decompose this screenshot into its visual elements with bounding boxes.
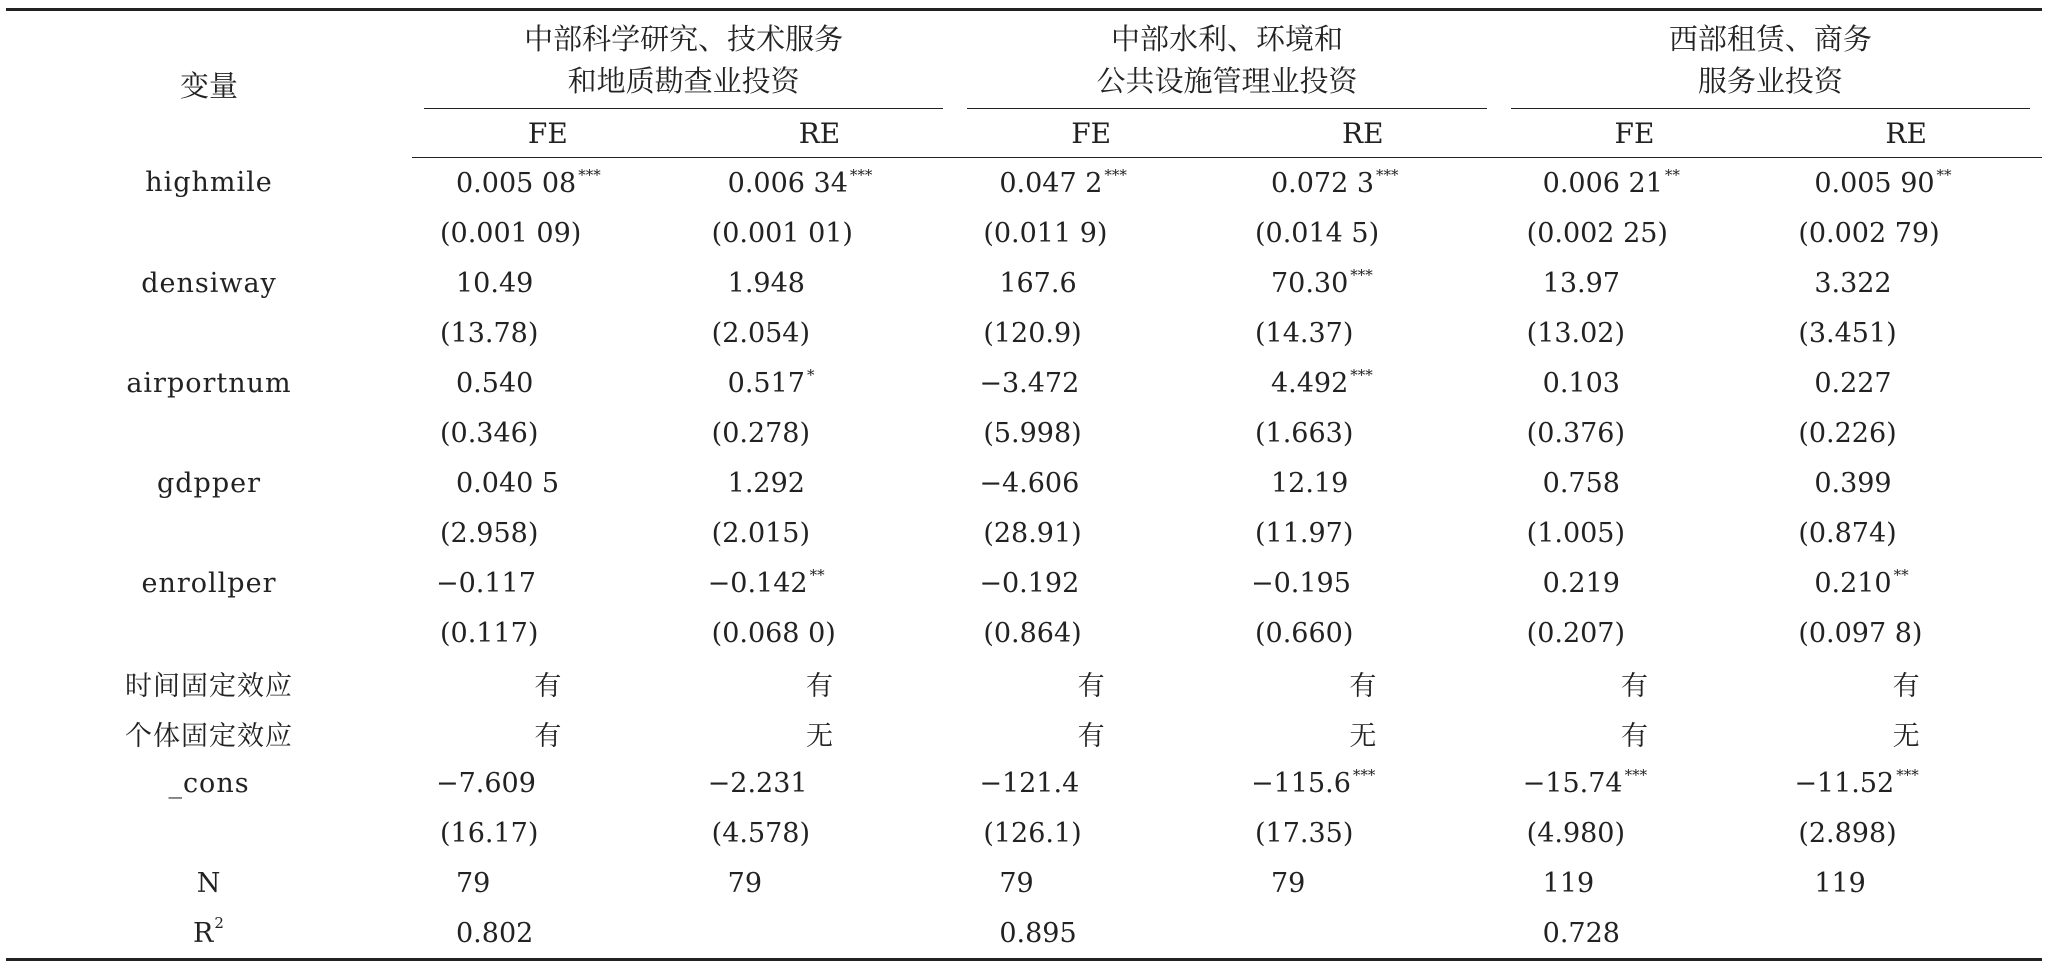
subheader-re: RE xyxy=(1770,109,2042,158)
cell-value: (0.001 01) xyxy=(711,217,853,249)
table-cell xyxy=(1499,208,1771,258)
variable-name-text: _cons xyxy=(168,767,250,799)
table-cell xyxy=(1227,658,1499,708)
cell-value: (0.002 79) xyxy=(1798,217,1940,249)
table-cell xyxy=(955,558,1227,608)
significance-stars: *** xyxy=(849,165,873,184)
cell-value: 无 xyxy=(1349,720,1377,752)
table-cell xyxy=(1227,458,1499,508)
cell-value: 13.97 xyxy=(1542,267,1620,299)
cell-value: 有 xyxy=(1620,720,1648,752)
cell-value: (13.78) xyxy=(440,317,539,349)
cell-value: 0.227 xyxy=(1814,367,1892,399)
group-header-1-line1: 中部科学研究、技术服务 xyxy=(524,22,844,56)
cell-value: −0.142 xyxy=(707,567,808,599)
cell-value: (14.37) xyxy=(1254,317,1354,349)
table-cell xyxy=(1227,708,1499,758)
cell-value: 有 xyxy=(1620,670,1648,702)
variable-name-text: gdpper xyxy=(156,467,262,499)
table-row xyxy=(6,308,2042,358)
variable-name-text: airportnum xyxy=(126,367,292,399)
table-cell xyxy=(955,458,1227,508)
table-cell xyxy=(955,308,1227,358)
table-cell xyxy=(1499,508,1771,558)
cell-value: (16.17) xyxy=(440,817,539,849)
significance-stars: *** xyxy=(1104,165,1127,184)
table-cell xyxy=(1499,758,1771,808)
table-cell xyxy=(1499,558,1771,608)
cell-value: (13.02) xyxy=(1526,317,1626,349)
table-cell xyxy=(1770,358,2042,408)
cell-value: (0.002 25) xyxy=(1526,217,1668,249)
table-cell xyxy=(412,308,684,358)
variable-name xyxy=(6,358,412,408)
cell-value: −11.52 xyxy=(1794,767,1895,799)
variable-name xyxy=(6,708,412,758)
cell-value: (126.1) xyxy=(983,817,1082,849)
table-cell xyxy=(955,258,1227,308)
variable-name-text: R xyxy=(193,917,215,949)
table-cell xyxy=(412,508,684,558)
cell-value: (4.578) xyxy=(711,817,811,849)
cell-value: 0.802 xyxy=(456,917,534,949)
regression-table xyxy=(6,8,2042,961)
significance-stars: ** xyxy=(1893,565,1909,584)
table-cell xyxy=(1770,158,2042,209)
cell-value: (0.226) xyxy=(1798,417,1897,449)
table-cell xyxy=(412,208,684,258)
table-cell xyxy=(1770,408,2042,458)
table-body xyxy=(6,158,2042,960)
table-row xyxy=(6,358,2042,408)
variable-name xyxy=(6,858,412,908)
cell-value: −115.6 xyxy=(1250,767,1351,799)
table-cell xyxy=(684,408,956,458)
variable-name xyxy=(6,258,412,308)
table-cell xyxy=(1770,458,2042,508)
cell-value: (2.015) xyxy=(711,517,811,549)
table-cell xyxy=(955,608,1227,658)
cell-value: 有 xyxy=(1349,670,1377,702)
subheader-re: RE xyxy=(684,109,956,158)
table-row xyxy=(6,508,2042,558)
table-cell xyxy=(412,558,684,608)
table-cell xyxy=(684,658,956,708)
table-cell xyxy=(1227,758,1499,808)
cell-value: (1.005) xyxy=(1526,517,1626,549)
table-cell xyxy=(412,758,684,808)
cell-value: 79 xyxy=(727,867,763,899)
variable-name xyxy=(6,158,412,209)
cell-value: −0.195 xyxy=(1250,567,1351,599)
table-row xyxy=(6,208,2042,258)
variable-name-superscript: 2 xyxy=(214,913,225,932)
table-cell xyxy=(1770,208,2042,258)
cell-value: 0.210 xyxy=(1814,567,1892,599)
cell-value: 0.399 xyxy=(1814,467,1892,499)
table-cell xyxy=(955,858,1227,908)
cell-value: (4.980) xyxy=(1526,817,1626,849)
table-cell xyxy=(412,908,684,960)
cell-value: (0.346) xyxy=(440,417,539,449)
group-header-3-line2: 服务业投资 xyxy=(1697,64,1843,98)
table-cell xyxy=(1499,808,1771,858)
table-cell xyxy=(1227,858,1499,908)
table-cell xyxy=(412,408,684,458)
significance-stars: *** xyxy=(578,165,601,184)
table-cell xyxy=(412,358,684,408)
table-cell xyxy=(955,358,1227,408)
table-cell xyxy=(684,908,956,960)
table-cell xyxy=(1499,658,1771,708)
significance-stars: * xyxy=(806,365,815,384)
table-row xyxy=(6,458,2042,508)
table-cell xyxy=(1770,758,2042,808)
cell-value: 4.492 xyxy=(1270,367,1349,399)
table-cell xyxy=(684,558,956,608)
variable-name xyxy=(6,308,412,358)
cell-value: 70.30 xyxy=(1270,267,1349,299)
table-cell xyxy=(684,258,956,308)
variable-name xyxy=(6,658,412,708)
table-cell xyxy=(1770,858,2042,908)
cell-value: (3.451) xyxy=(1798,317,1897,349)
table-row xyxy=(6,808,2042,858)
table-cell xyxy=(1227,158,1499,209)
cell-value: 119 xyxy=(1542,867,1595,899)
group-header-1-line2: 和地质勘查业投资 xyxy=(567,64,800,98)
cell-value: (0.278) xyxy=(711,417,811,449)
cell-value: (0.376) xyxy=(1526,417,1626,449)
table-cell xyxy=(1770,658,2042,708)
variable-name xyxy=(6,408,412,458)
significance-stars: *** xyxy=(1352,765,1376,784)
table-row xyxy=(6,158,2042,209)
cell-value: 79 xyxy=(999,867,1034,899)
cell-value: (0.874) xyxy=(1798,517,1897,549)
table-cell xyxy=(1227,508,1499,558)
variable-name-text: 时间固定效应 xyxy=(125,670,293,702)
variable-name xyxy=(6,458,412,508)
significance-stars: *** xyxy=(1376,165,1399,184)
table-cell xyxy=(1499,358,1771,408)
cell-value: (2.898) xyxy=(1798,817,1897,849)
cell-value: 0.728 xyxy=(1542,917,1620,949)
cell-value: 0.005 08 xyxy=(456,167,577,199)
table-cell xyxy=(412,458,684,508)
table-row xyxy=(6,908,2042,960)
table-cell xyxy=(1499,608,1771,658)
cell-value: 无 xyxy=(805,720,833,752)
cell-value: 167.6 xyxy=(999,267,1077,299)
table-row xyxy=(6,858,2042,908)
cell-value: 79 xyxy=(456,867,491,899)
variable-name-text: densiway xyxy=(141,267,277,299)
table-cell xyxy=(1227,308,1499,358)
table-cell xyxy=(412,658,684,708)
table-cell xyxy=(1227,208,1499,258)
table-cell xyxy=(684,708,956,758)
cell-value: 0.047 2 xyxy=(999,167,1103,199)
table-cell xyxy=(684,508,956,558)
table-cell xyxy=(955,908,1227,960)
cell-value: 0.072 3 xyxy=(1270,167,1375,199)
table-cell xyxy=(1770,508,2042,558)
significance-stars: *** xyxy=(1896,765,1919,784)
cell-value: (2.958) xyxy=(440,517,539,549)
table-cell xyxy=(684,808,956,858)
table-row xyxy=(6,658,2042,708)
cell-value: 10.49 xyxy=(456,267,534,299)
table-cell xyxy=(955,208,1227,258)
group-header-1 xyxy=(412,10,955,110)
cell-value: −7.609 xyxy=(436,767,536,799)
cell-value: 0.758 xyxy=(1542,467,1620,499)
table-cell xyxy=(1770,808,2042,858)
cell-value: 有 xyxy=(534,720,562,752)
table-cell xyxy=(684,758,956,808)
table-cell xyxy=(1770,608,2042,658)
table-cell xyxy=(1227,908,1499,960)
cell-value: 0.540 xyxy=(456,367,534,399)
significance-stars: ** xyxy=(809,565,825,584)
table-cell xyxy=(684,858,956,908)
table-cell xyxy=(955,508,1227,558)
table-cell xyxy=(1770,558,2042,608)
cell-value: 1.948 xyxy=(727,267,805,299)
cell-value: 79 xyxy=(1270,867,1306,899)
variable-name xyxy=(6,558,412,608)
table-cell xyxy=(684,308,956,358)
table-cell xyxy=(412,158,684,209)
table-cell xyxy=(1227,258,1499,308)
table-cell xyxy=(1499,458,1771,508)
significance-stars: *** xyxy=(1350,365,1373,384)
variable-name xyxy=(6,808,412,858)
cell-value: 3.322 xyxy=(1814,267,1892,299)
significance-stars: ** xyxy=(1664,165,1680,184)
table-cell xyxy=(684,208,956,258)
table-cell xyxy=(955,658,1227,708)
table-cell xyxy=(1499,408,1771,458)
subheader-fe: FE xyxy=(1499,109,1771,158)
table-cell xyxy=(955,708,1227,758)
subheader-fe: FE xyxy=(412,109,684,158)
cell-value: 0.006 34 xyxy=(727,167,848,199)
cell-value: (11.97) xyxy=(1254,517,1354,549)
cell-value: −3.472 xyxy=(979,367,1080,399)
table-cell xyxy=(684,608,956,658)
significance-stars: *** xyxy=(1350,265,1373,284)
cell-value: 无 xyxy=(1892,720,1920,752)
table-cell xyxy=(1770,908,2042,960)
cell-value: 12.19 xyxy=(1270,467,1349,499)
cell-value: (0.117) xyxy=(440,617,539,649)
cell-value: (5.998) xyxy=(983,417,1082,449)
cell-value: 0.040 5 xyxy=(456,467,560,499)
regression-table-container xyxy=(6,8,2042,961)
group-header-2 xyxy=(955,10,1498,110)
cell-value: −0.117 xyxy=(436,567,536,599)
table-cell xyxy=(1499,308,1771,358)
cell-value: −4.606 xyxy=(979,467,1080,499)
table-cell xyxy=(1227,408,1499,458)
group-header-3 xyxy=(1499,10,2042,110)
table-cell xyxy=(412,608,684,658)
cell-value: 0.103 xyxy=(1542,367,1620,399)
variable-name xyxy=(6,758,412,808)
cell-value: 有 xyxy=(1077,720,1105,752)
group-header-2-line1: 中部水利、环境和 xyxy=(1110,22,1343,56)
cell-value: (0.001 09) xyxy=(440,217,582,249)
table-cell xyxy=(1770,708,2042,758)
table-row xyxy=(6,408,2042,458)
cell-value: 有 xyxy=(805,670,833,702)
variable-header: 变量 xyxy=(6,10,412,158)
cell-value: 有 xyxy=(534,670,562,702)
significance-stars: *** xyxy=(1624,765,1648,784)
table-cell xyxy=(1499,158,1771,209)
cell-value: (0.864) xyxy=(983,617,1082,649)
significance-stars: ** xyxy=(1936,165,1952,184)
table-cell xyxy=(684,458,956,508)
cell-value: (0.011 9) xyxy=(983,217,1108,249)
cell-value: 有 xyxy=(1892,670,1920,702)
variable-name-text: 个体固定效应 xyxy=(125,720,293,752)
cell-value: 0.005 90 xyxy=(1814,167,1935,199)
cell-value: 0.517 xyxy=(727,367,805,399)
cell-value: 119 xyxy=(1814,867,1866,899)
cell-value: −2.231 xyxy=(707,767,808,799)
table-cell xyxy=(1499,258,1771,308)
variable-name-text: N xyxy=(196,867,222,899)
table-cell xyxy=(1770,308,2042,358)
table-cell xyxy=(684,158,956,209)
variable-name-text: enrollper xyxy=(141,567,277,599)
cell-value: 1.292 xyxy=(727,467,805,499)
cell-value: (1.663) xyxy=(1254,417,1354,449)
table-row xyxy=(6,708,2042,758)
table-cell xyxy=(955,158,1227,209)
variable-name xyxy=(6,608,412,658)
table-cell xyxy=(412,258,684,308)
group-header-2-line2: 公共设施管理业投资 xyxy=(1096,64,1358,98)
cell-value: (28.91) xyxy=(983,517,1082,549)
cell-value: 0.895 xyxy=(999,917,1077,949)
cell-value: −121.4 xyxy=(979,767,1080,799)
table-cell xyxy=(412,808,684,858)
table-cell xyxy=(684,358,956,408)
group-header-3-line1: 西部租赁、商务 xyxy=(1668,22,1872,56)
cell-value: 0.006 21 xyxy=(1542,167,1663,199)
cell-value: (0.068 0) xyxy=(711,617,836,649)
cell-value: (0.097 8) xyxy=(1798,617,1923,649)
table-cell xyxy=(955,408,1227,458)
variable-name xyxy=(6,508,412,558)
table-cell xyxy=(1499,858,1771,908)
table-cell xyxy=(1227,808,1499,858)
cell-value: (0.660) xyxy=(1254,617,1354,649)
table-row xyxy=(6,558,2042,608)
table-cell xyxy=(1227,358,1499,408)
cell-value: (120.9) xyxy=(983,317,1082,349)
table-cell xyxy=(1499,908,1771,960)
table-cell xyxy=(1770,258,2042,308)
table-row xyxy=(6,258,2042,308)
cell-value: (0.014 5) xyxy=(1254,217,1380,249)
variable-name-text: highmile xyxy=(145,167,273,199)
cell-value: −15.74 xyxy=(1522,767,1623,799)
table-cell xyxy=(955,808,1227,858)
cell-value: (0.207) xyxy=(1526,617,1626,649)
table-cell xyxy=(1499,708,1771,758)
cell-value: (2.054) xyxy=(711,317,811,349)
cell-value: −0.192 xyxy=(979,567,1080,599)
subheader-fe: FE xyxy=(955,109,1227,158)
table-cell xyxy=(412,858,684,908)
cell-value: 0.219 xyxy=(1542,567,1620,599)
table-row xyxy=(6,608,2042,658)
table-row xyxy=(6,758,2042,808)
table-cell xyxy=(955,758,1227,808)
variable-name xyxy=(6,208,412,258)
table-cell xyxy=(412,708,684,758)
subheader-re: RE xyxy=(1227,109,1499,158)
table-cell xyxy=(1227,608,1499,658)
table-cell xyxy=(1227,558,1499,608)
variable-name xyxy=(6,908,412,960)
cell-value: 有 xyxy=(1077,670,1105,702)
cell-value: (17.35) xyxy=(1254,817,1354,849)
